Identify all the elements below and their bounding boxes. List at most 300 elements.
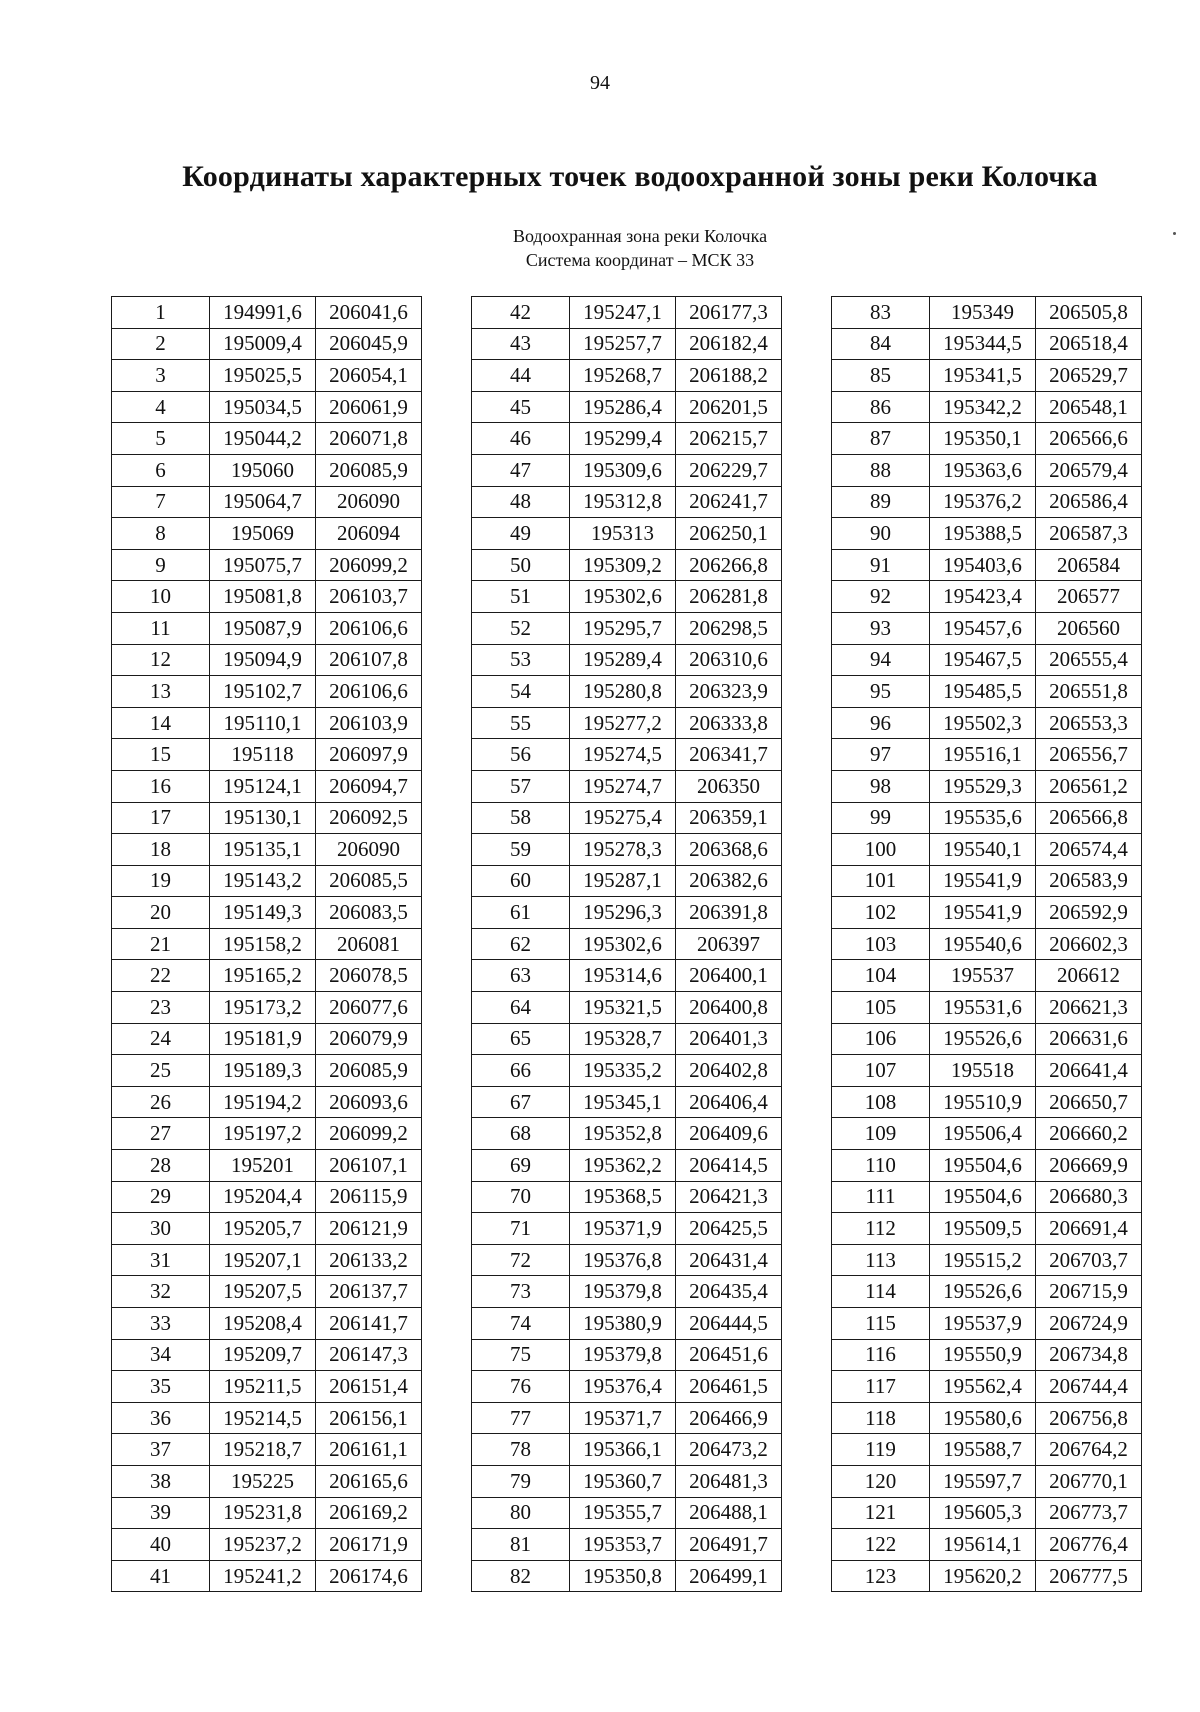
y-coordinate-cell: 206097,9 <box>316 739 422 771</box>
point-number-cell: 95 <box>832 676 930 708</box>
y-coordinate-cell: 206584 <box>1036 549 1142 581</box>
table-row <box>112 1086 422 1118</box>
table-row <box>472 423 782 455</box>
x-coordinate-cell: 195214,5 <box>210 1402 316 1434</box>
x-coordinate-cell: 195181,9 <box>210 1023 316 1055</box>
table-row <box>472 928 782 960</box>
point-number-cell: 35 <box>112 1371 210 1403</box>
point-number-cell: 115 <box>832 1308 930 1340</box>
point-number-cell: 20 <box>112 897 210 929</box>
x-coordinate-cell: 195173,2 <box>210 992 316 1024</box>
point-number-cell: 102 <box>832 897 930 929</box>
table-row <box>112 1339 422 1371</box>
table-row <box>472 834 782 866</box>
x-coordinate-cell: 195597,7 <box>930 1465 1036 1497</box>
point-number-cell: 114 <box>832 1276 930 1308</box>
table-row <box>472 1308 782 1340</box>
y-coordinate-cell: 206473,2 <box>676 1434 782 1466</box>
y-coordinate-cell: 206529,7 <box>1036 360 1142 392</box>
y-coordinate-cell: 206431,4 <box>676 1244 782 1276</box>
table-row <box>112 770 422 802</box>
y-coordinate-cell: 206201,5 <box>676 391 782 423</box>
x-coordinate-cell: 195286,4 <box>570 391 676 423</box>
x-coordinate-cell: 195241,2 <box>210 1560 316 1592</box>
x-coordinate-cell: 195403,6 <box>930 549 1036 581</box>
x-coordinate-cell: 195189,3 <box>210 1055 316 1087</box>
x-coordinate-cell: 195368,5 <box>570 1181 676 1213</box>
point-number-cell: 85 <box>832 360 930 392</box>
y-coordinate-cell: 206298,5 <box>676 612 782 644</box>
point-number-cell: 92 <box>832 581 930 613</box>
point-number-cell: 100 <box>832 834 930 866</box>
point-number-cell: 64 <box>472 992 570 1024</box>
y-coordinate-cell: 206182,4 <box>676 328 782 360</box>
table-row <box>112 1118 422 1150</box>
table-row <box>472 454 782 486</box>
y-coordinate-cell: 206744,4 <box>1036 1371 1142 1403</box>
y-coordinate-cell: 206174,6 <box>316 1560 422 1592</box>
point-number-cell: 63 <box>472 960 570 992</box>
scan-speck <box>1173 232 1176 235</box>
y-coordinate-cell: 206776,4 <box>1036 1529 1142 1561</box>
point-number-cell: 61 <box>472 897 570 929</box>
point-number-cell: 74 <box>472 1308 570 1340</box>
y-coordinate-cell: 206715,9 <box>1036 1276 1142 1308</box>
table-row <box>832 612 1142 644</box>
y-coordinate-cell: 206444,5 <box>676 1308 782 1340</box>
y-coordinate-cell: 206499,1 <box>676 1560 782 1592</box>
table-row <box>832 1402 1142 1434</box>
x-coordinate-cell: 195360,7 <box>570 1465 676 1497</box>
x-coordinate-cell: 195009,4 <box>210 328 316 360</box>
table-row <box>472 1560 782 1592</box>
y-coordinate-cell: 206724,9 <box>1036 1308 1142 1340</box>
y-coordinate-cell: 206777,5 <box>1036 1560 1142 1592</box>
table-row <box>832 1434 1142 1466</box>
y-coordinate-cell: 206548,1 <box>1036 391 1142 423</box>
x-coordinate-cell: 195081,8 <box>210 581 316 613</box>
point-number-cell: 104 <box>832 960 930 992</box>
table-row <box>832 676 1142 708</box>
y-coordinate-cell: 206587,3 <box>1036 518 1142 550</box>
x-coordinate-cell: 195165,2 <box>210 960 316 992</box>
y-coordinate-cell: 206660,2 <box>1036 1118 1142 1150</box>
table-row <box>472 1023 782 1055</box>
table-row <box>112 549 422 581</box>
x-coordinate-cell: 195580,6 <box>930 1402 1036 1434</box>
y-coordinate-cell: 206045,9 <box>316 328 422 360</box>
x-coordinate-cell: 195344,5 <box>930 328 1036 360</box>
point-number-cell: 112 <box>832 1213 930 1245</box>
point-number-cell: 111 <box>832 1181 930 1213</box>
y-coordinate-cell: 206085,5 <box>316 865 422 897</box>
table-row <box>112 897 422 929</box>
point-number-cell: 82 <box>472 1560 570 1592</box>
point-number-cell: 52 <box>472 612 570 644</box>
table-row <box>832 549 1142 581</box>
x-coordinate-cell: 195423,4 <box>930 581 1036 613</box>
x-coordinate-cell: 195518 <box>930 1055 1036 1087</box>
table-row <box>472 1055 782 1087</box>
point-number-cell: 116 <box>832 1339 930 1371</box>
point-number-cell: 14 <box>112 707 210 739</box>
x-coordinate-cell: 195289,4 <box>570 644 676 676</box>
table-row <box>112 423 422 455</box>
y-coordinate-cell: 206409,6 <box>676 1118 782 1150</box>
x-coordinate-cell: 195529,3 <box>930 770 1036 802</box>
point-number-cell: 55 <box>472 707 570 739</box>
y-coordinate-cell: 206350 <box>676 770 782 802</box>
table-row <box>832 486 1142 518</box>
y-coordinate-cell: 206583,9 <box>1036 865 1142 897</box>
point-number-cell: 33 <box>112 1308 210 1340</box>
table-row <box>112 644 422 676</box>
point-number-cell: 51 <box>472 581 570 613</box>
table-row <box>112 1465 422 1497</box>
page-number: 94 <box>590 72 610 94</box>
point-number-cell: 93 <box>832 612 930 644</box>
point-number-cell: 84 <box>832 328 930 360</box>
y-coordinate-cell: 206764,2 <box>1036 1434 1142 1466</box>
table-row <box>472 1497 782 1529</box>
table-row <box>112 518 422 550</box>
table-row <box>112 834 422 866</box>
y-coordinate-cell: 206093,6 <box>316 1086 422 1118</box>
table-row <box>832 328 1142 360</box>
point-number-cell: 4 <box>112 391 210 423</box>
point-number-cell: 80 <box>472 1497 570 1529</box>
y-coordinate-cell: 206612 <box>1036 960 1142 992</box>
table-row <box>472 1181 782 1213</box>
point-number-cell: 38 <box>112 1465 210 1497</box>
point-number-cell: 8 <box>112 518 210 550</box>
x-coordinate-cell: 195034,5 <box>210 391 316 423</box>
table-row <box>112 1560 422 1592</box>
y-coordinate-cell: 206421,3 <box>676 1181 782 1213</box>
table-row <box>472 297 782 329</box>
x-coordinate-cell: 195366,1 <box>570 1434 676 1466</box>
table-row <box>112 1150 422 1182</box>
x-coordinate-cell: 195541,9 <box>930 865 1036 897</box>
x-coordinate-cell: 195376,2 <box>930 486 1036 518</box>
point-number-cell: 120 <box>832 1465 930 1497</box>
y-coordinate-cell: 206425,5 <box>676 1213 782 1245</box>
y-coordinate-cell: 206241,7 <box>676 486 782 518</box>
x-coordinate-cell: 195201 <box>210 1150 316 1182</box>
x-coordinate-cell: 195194,2 <box>210 1086 316 1118</box>
y-coordinate-cell: 206054,1 <box>316 360 422 392</box>
y-coordinate-cell: 206391,8 <box>676 897 782 929</box>
table-row <box>112 1497 422 1529</box>
point-number-cell: 98 <box>832 770 930 802</box>
x-coordinate-cell: 195312,8 <box>570 486 676 518</box>
table-row <box>832 518 1142 550</box>
table-row <box>112 1276 422 1308</box>
point-number-cell: 117 <box>832 1371 930 1403</box>
y-coordinate-cell: 206281,8 <box>676 581 782 613</box>
x-coordinate-cell: 195309,2 <box>570 549 676 581</box>
point-number-cell: 44 <box>472 360 570 392</box>
point-number-cell: 86 <box>832 391 930 423</box>
y-coordinate-cell: 206551,8 <box>1036 676 1142 708</box>
table-row <box>832 707 1142 739</box>
y-coordinate-cell: 206061,9 <box>316 391 422 423</box>
y-coordinate-cell: 206641,4 <box>1036 1055 1142 1087</box>
y-coordinate-cell: 206188,2 <box>676 360 782 392</box>
point-number-cell: 2 <box>112 328 210 360</box>
point-number-cell: 110 <box>832 1150 930 1182</box>
x-coordinate-cell: 195376,8 <box>570 1244 676 1276</box>
x-coordinate-cell: 195197,2 <box>210 1118 316 1150</box>
point-number-cell: 15 <box>112 739 210 771</box>
table-row <box>112 865 422 897</box>
table-row <box>832 360 1142 392</box>
y-coordinate-cell: 206756,8 <box>1036 1402 1142 1434</box>
y-coordinate-cell: 206397 <box>676 928 782 960</box>
point-number-cell: 16 <box>112 770 210 802</box>
x-coordinate-cell: 195335,2 <box>570 1055 676 1087</box>
x-coordinate-cell: 195225 <box>210 1465 316 1497</box>
x-coordinate-cell: 195352,8 <box>570 1118 676 1150</box>
x-coordinate-cell: 195287,1 <box>570 865 676 897</box>
y-coordinate-cell: 206103,7 <box>316 581 422 613</box>
table-row <box>472 992 782 1024</box>
y-coordinate-cell: 206518,4 <box>1036 328 1142 360</box>
point-number-cell: 43 <box>472 328 570 360</box>
x-coordinate-cell: 195102,7 <box>210 676 316 708</box>
table-row <box>112 1308 422 1340</box>
point-number-cell: 39 <box>112 1497 210 1529</box>
x-coordinate-cell: 195388,5 <box>930 518 1036 550</box>
x-coordinate-cell: 195314,6 <box>570 960 676 992</box>
table-row <box>112 1371 422 1403</box>
y-coordinate-cell: 206341,7 <box>676 739 782 771</box>
point-number-cell: 3 <box>112 360 210 392</box>
y-coordinate-cell: 206266,8 <box>676 549 782 581</box>
x-coordinate-cell: 195531,6 <box>930 992 1036 1024</box>
y-coordinate-cell: 206553,3 <box>1036 707 1142 739</box>
table-row <box>832 1465 1142 1497</box>
y-coordinate-cell: 206137,7 <box>316 1276 422 1308</box>
point-number-cell: 122 <box>832 1529 930 1561</box>
y-coordinate-cell: 206177,3 <box>676 297 782 329</box>
table-row <box>112 1244 422 1276</box>
point-number-cell: 123 <box>832 1560 930 1592</box>
table-row <box>112 1181 422 1213</box>
y-coordinate-cell: 206359,1 <box>676 802 782 834</box>
y-coordinate-cell: 206103,9 <box>316 707 422 739</box>
x-coordinate-cell: 195620,2 <box>930 1560 1036 1592</box>
table-row <box>472 391 782 423</box>
x-coordinate-cell: 195562,4 <box>930 1371 1036 1403</box>
x-coordinate-cell: 195069 <box>210 518 316 550</box>
x-coordinate-cell: 195205,7 <box>210 1213 316 1245</box>
table-row <box>112 1023 422 1055</box>
table-row <box>832 1339 1142 1371</box>
point-number-cell: 40 <box>112 1529 210 1561</box>
x-coordinate-cell: 195535,6 <box>930 802 1036 834</box>
point-number-cell: 57 <box>472 770 570 802</box>
y-coordinate-cell: 206165,6 <box>316 1465 422 1497</box>
y-coordinate-cell: 206092,5 <box>316 802 422 834</box>
point-number-cell: 70 <box>472 1181 570 1213</box>
y-coordinate-cell: 206602,3 <box>1036 928 1142 960</box>
point-number-cell: 83 <box>832 297 930 329</box>
y-coordinate-cell: 206466,9 <box>676 1402 782 1434</box>
y-coordinate-cell: 206560 <box>1036 612 1142 644</box>
point-number-cell: 7 <box>112 486 210 518</box>
table-row <box>832 297 1142 329</box>
x-coordinate-cell: 195247,1 <box>570 297 676 329</box>
y-coordinate-cell: 206461,5 <box>676 1371 782 1403</box>
table-row <box>472 897 782 929</box>
x-coordinate-cell: 195204,4 <box>210 1181 316 1213</box>
point-number-cell: 27 <box>112 1118 210 1150</box>
point-number-cell: 59 <box>472 834 570 866</box>
table-row <box>832 928 1142 960</box>
table-row <box>832 1276 1142 1308</box>
table-row <box>112 581 422 613</box>
y-coordinate-cell: 206115,9 <box>316 1181 422 1213</box>
table-row <box>832 423 1142 455</box>
table-row <box>112 1402 422 1434</box>
table-row <box>472 1150 782 1182</box>
point-number-cell: 54 <box>472 676 570 708</box>
table-row <box>832 454 1142 486</box>
x-coordinate-cell: 195237,2 <box>210 1529 316 1561</box>
x-coordinate-cell: 195350,8 <box>570 1560 676 1592</box>
point-number-cell: 62 <box>472 928 570 960</box>
y-coordinate-cell: 206406,4 <box>676 1086 782 1118</box>
point-number-cell: 81 <box>472 1529 570 1561</box>
point-number-cell: 103 <box>832 928 930 960</box>
table-row <box>472 328 782 360</box>
table-row <box>832 1150 1142 1182</box>
x-coordinate-cell: 195363,6 <box>930 454 1036 486</box>
y-coordinate-cell: 206094 <box>316 518 422 550</box>
table-row <box>832 802 1142 834</box>
y-coordinate-cell: 206147,3 <box>316 1339 422 1371</box>
y-coordinate-cell: 206574,4 <box>1036 834 1142 866</box>
x-coordinate-cell: 195588,7 <box>930 1434 1036 1466</box>
point-number-cell: 5 <box>112 423 210 455</box>
x-coordinate-cell: 195353,7 <box>570 1529 676 1561</box>
point-number-cell: 21 <box>112 928 210 960</box>
x-coordinate-cell: 195379,8 <box>570 1276 676 1308</box>
y-coordinate-cell: 206099,2 <box>316 1118 422 1150</box>
y-coordinate-cell: 206310,6 <box>676 644 782 676</box>
point-number-cell: 106 <box>832 1023 930 1055</box>
x-coordinate-cell: 195550,9 <box>930 1339 1036 1371</box>
point-number-cell: 11 <box>112 612 210 644</box>
y-coordinate-cell: 206085,9 <box>316 1055 422 1087</box>
point-number-cell: 29 <box>112 1181 210 1213</box>
y-coordinate-cell: 206161,1 <box>316 1434 422 1466</box>
x-coordinate-cell: 195509,5 <box>930 1213 1036 1245</box>
table-row <box>112 391 422 423</box>
table-row <box>472 518 782 550</box>
point-number-cell: 49 <box>472 518 570 550</box>
y-coordinate-cell: 206734,8 <box>1036 1339 1142 1371</box>
point-number-cell: 26 <box>112 1086 210 1118</box>
point-number-cell: 67 <box>472 1086 570 1118</box>
point-number-cell: 60 <box>472 865 570 897</box>
point-number-cell: 66 <box>472 1055 570 1087</box>
table-row <box>112 297 422 329</box>
table-row <box>472 486 782 518</box>
y-coordinate-cell: 206382,6 <box>676 865 782 897</box>
x-coordinate-cell: 195275,4 <box>570 802 676 834</box>
table-row <box>472 707 782 739</box>
y-coordinate-cell: 206107,1 <box>316 1150 422 1182</box>
y-coordinate-cell: 206631,6 <box>1036 1023 1142 1055</box>
point-number-cell: 25 <box>112 1055 210 1087</box>
table-row <box>472 1244 782 1276</box>
point-number-cell: 45 <box>472 391 570 423</box>
table-row <box>472 865 782 897</box>
table-row <box>832 1213 1142 1245</box>
y-coordinate-cell: 206169,2 <box>316 1497 422 1529</box>
point-number-cell: 108 <box>832 1086 930 1118</box>
point-number-cell: 48 <box>472 486 570 518</box>
x-coordinate-cell: 195526,6 <box>930 1023 1036 1055</box>
table-row <box>832 1086 1142 1118</box>
point-number-cell: 47 <box>472 454 570 486</box>
table-row <box>472 1465 782 1497</box>
x-coordinate-cell: 195540,1 <box>930 834 1036 866</box>
y-coordinate-cell: 206566,8 <box>1036 802 1142 834</box>
y-coordinate-cell: 206250,1 <box>676 518 782 550</box>
point-number-cell: 90 <box>832 518 930 550</box>
table-row <box>112 676 422 708</box>
table-row <box>112 328 422 360</box>
y-coordinate-cell: 206229,7 <box>676 454 782 486</box>
x-coordinate-cell: 195094,9 <box>210 644 316 676</box>
y-coordinate-cell: 206121,9 <box>316 1213 422 1245</box>
x-coordinate-cell: 195371,7 <box>570 1402 676 1434</box>
table-row <box>832 1055 1142 1087</box>
x-coordinate-cell: 195274,5 <box>570 739 676 771</box>
x-coordinate-cell: 195355,7 <box>570 1497 676 1529</box>
table-row <box>472 1276 782 1308</box>
x-coordinate-cell: 195278,3 <box>570 834 676 866</box>
point-number-cell: 1 <box>112 297 210 329</box>
y-coordinate-cell: 206156,1 <box>316 1402 422 1434</box>
y-coordinate-cell: 206071,8 <box>316 423 422 455</box>
x-coordinate-cell: 195537 <box>930 960 1036 992</box>
point-number-cell: 37 <box>112 1434 210 1466</box>
x-coordinate-cell: 195207,5 <box>210 1276 316 1308</box>
table-row <box>832 1244 1142 1276</box>
y-coordinate-cell: 206090 <box>316 834 422 866</box>
y-coordinate-cell: 206773,7 <box>1036 1497 1142 1529</box>
point-number-cell: 23 <box>112 992 210 1024</box>
table-row <box>112 1434 422 1466</box>
table-row <box>112 486 422 518</box>
y-coordinate-cell: 206171,9 <box>316 1529 422 1561</box>
table-row <box>832 865 1142 897</box>
point-number-cell: 91 <box>832 549 930 581</box>
point-number-cell: 68 <box>472 1118 570 1150</box>
table-row <box>472 739 782 771</box>
y-coordinate-cell: 206586,4 <box>1036 486 1142 518</box>
point-number-cell: 36 <box>112 1402 210 1434</box>
x-coordinate-cell: 195211,5 <box>210 1371 316 1403</box>
x-coordinate-cell: 195502,3 <box>930 707 1036 739</box>
y-coordinate-cell: 206401,3 <box>676 1023 782 1055</box>
table-row <box>472 1086 782 1118</box>
y-coordinate-cell: 206680,3 <box>1036 1181 1142 1213</box>
